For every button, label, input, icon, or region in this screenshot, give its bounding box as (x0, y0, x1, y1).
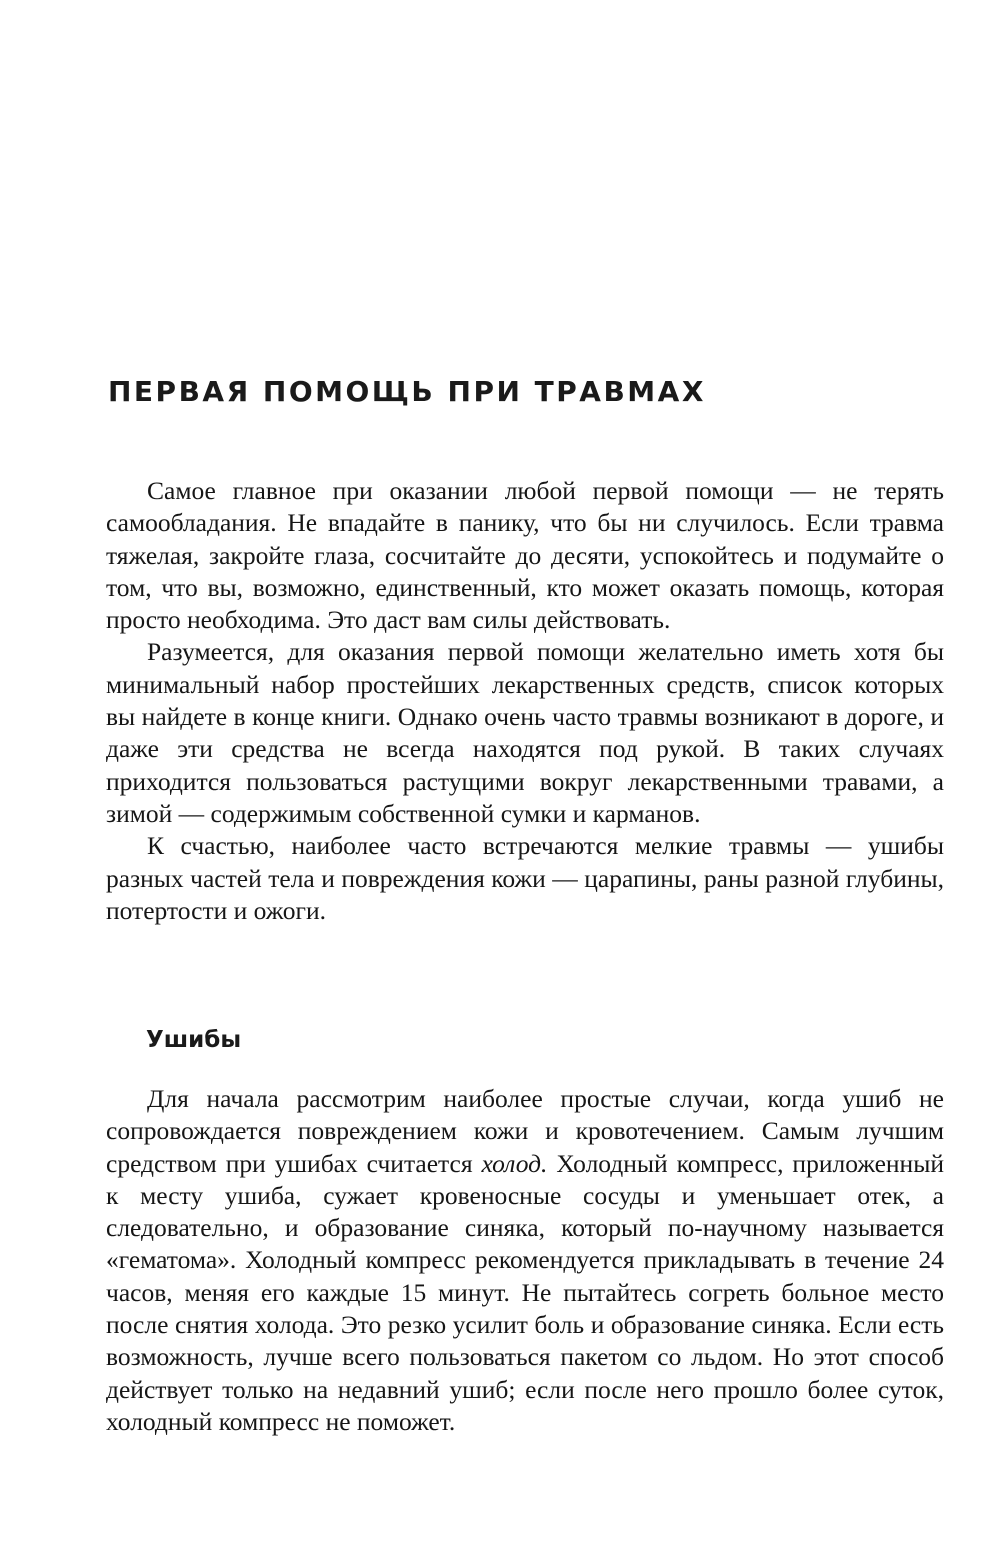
paragraph-intro-2: Разумеется, для оказания первой помощи желательно иметь хотя бы минимальный набор простейших лекарственных средств, список которых вы найдете в конце книги. Однако очень часто травмы возникают в дороге, и даже эти средства не всегда находятся под рукой. В таких случаях приходится пользоваться растущими вокруг лекарственными травами, а зимой — содержимым собственной сумки и карманов. (106, 637, 944, 828)
paragraph-bruises-part1: Для начала рассмотрим наиболее простые случаи, когда ушиб не сопровождается повреждением кожи и кровотечением. Самым лучшим средством при ушибах считается (106, 1084, 944, 1178)
paragraph-bruises-part2: Холодный компресс, приложенный к месту ушиба, сужает кровеносные сосуды и уменьшает отек, а следовательно, и образование синяка, который по-научному называется «гематома». Холодный компресс рекомендуется прикладывать в течение 24 часов, меняя его каждые 15 минут. Не пытайтесь согреть больное место после снятия холода. Это резко усилит боль и образование синяка. Если есть возможность, лучше всего пользоваться пакетом со льдом. Но этот способ действует только на недавний ушиб; если после него прошло более суток, холодный компресс не поможет. (106, 1148, 944, 1436)
section-body (106, 1083, 944, 1438)
paragraph-intro-1: Самое главное при оказании любой первой помощи — не терять самообладания. Не впадайте в панику, что бы ни случилось. Если травма тяжелая, закройте глаза, сосчитайте до десяти, успокойтесь и подумайте о том, что вы, возможно, единственный, кто может оказать помощь, которая просто необходима. Это даст вам силы действовать. (106, 476, 944, 635)
chapter-intro (106, 475, 944, 927)
chapter-title: ПЕРВАЯ ПОМОЩЬ ПРИ ТРАВМАХ (108, 375, 706, 408)
emphasis-cold: холод. (481, 1148, 548, 1178)
paragraph-bruises (106, 1083, 944, 1438)
paragraph-intro-3: К счастью, наиболее часто встречаются мелкие травмы — ушибы разных частей тела и повреждения кожи — царапины, раны разной глубины, потертости и ожоги. (106, 831, 944, 925)
section-title: Ушибы (146, 1027, 242, 1053)
